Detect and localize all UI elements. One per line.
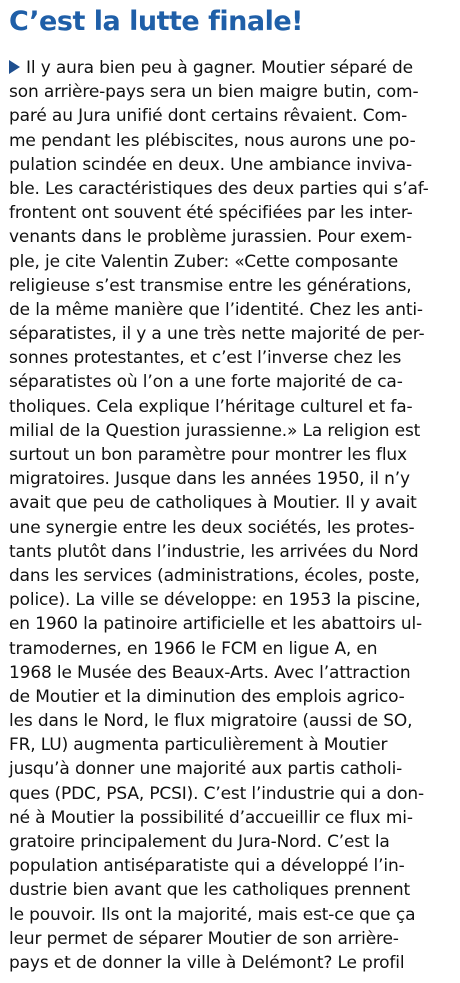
body-line: milial de la Question jurassienne.» La religion est [9, 420, 421, 441]
body-line: séparatistes où l’on a une forte majorité de ca- [9, 372, 403, 393]
body-line: ble. Les caractéristiques des deux parties qui s’af- [9, 178, 429, 199]
body-line: le pouvoir. Ils ont la majorité, mais est-ce que ça [9, 904, 416, 925]
body-line: dans les services (administrations, écoles, poste, [9, 565, 420, 586]
body-line: me pendant les plébiscites, nous aurons une po- [9, 130, 416, 151]
body-line: leur permet de séparer Moutier de son arrière- [9, 928, 399, 949]
body-line: frontent ont souvent été spécifiées par les inter- [9, 203, 413, 224]
body-line: 1968 le Musée des Beaux-Arts. Avec l’attraction [9, 662, 411, 683]
headline: C’est la lutte finale! [9, 6, 303, 37]
body-line: né à Moutier la possibilité d’accueillir ce flux mi- [9, 807, 413, 828]
body-line: ques (PDC, PSA, PCSI). C’est l’industrie qui a don- [9, 783, 425, 804]
body-line: pays et de donner la ville à Delémont? Le profil [9, 952, 405, 973]
body-line: son arrière-pays sera un bien maigre butin, com- [9, 82, 419, 103]
body-line: paré au Jura unifié dont certains rêvaient. Com- [9, 106, 408, 127]
body-line: les dans le Nord, le flux migratoire (aussi de SO, [9, 711, 413, 732]
body-line: tholiques. Cela explique l’héritage culturel et fa- [9, 396, 413, 417]
body-line-text: Il y aura bien peu à gagner. Moutier séparé de [26, 58, 413, 78]
body-line [9, 56, 457, 80]
body-line: gratoire principalement du Jura-Nord. C’est la [9, 832, 390, 852]
body-line: séparatistes, il y a une très nette majorité de per- [9, 324, 425, 345]
body-line: venants dans le problème jurassien. Pour exem- [9, 227, 412, 248]
body-line: religieuse s’est transmise entre les générations, [9, 275, 412, 296]
body-line: police). La ville se développe: en 1953 la piscine, [9, 590, 421, 611]
body-line: sonnes protestantes, et c’est l’inverse chez les [9, 348, 402, 369]
article-body [9, 56, 457, 975]
body-line: surtout un bon paramètre pour montrer les flux [9, 445, 407, 465]
body-line: migratoires. Jusque dans les années 1950, il n’y [9, 469, 410, 490]
body-line: pulation scindée en deux. Une ambiance inviva- [9, 154, 412, 175]
body-line: tants plutôt dans l’industrie, les arrivées du Nord [9, 541, 419, 562]
body-line: ple, je cite Valentin Zuber: «Cette composante [9, 251, 399, 272]
body-line: tramodernes, en 1966 le FCM en ligue A, en [9, 638, 378, 659]
body-line: de Moutier et la diminution des emplois agrico- [9, 686, 405, 707]
body-line: en 1960 la patinoire artificielle et les abattoirs ul- [9, 614, 422, 635]
body-line: population antiséparatiste qui a développé l’in- [9, 856, 405, 877]
body-line: jusqu’à donner une majorité aux partis catholi- [9, 759, 403, 780]
body-line: une synergie entre les deux sociétés, les protes- [9, 517, 415, 538]
body-line: FR, LU) augmenta particulièrement à Moutier [9, 735, 388, 756]
paragraph-marker-icon [9, 60, 20, 74]
body-line: dustrie bien avant que les catholiques prennent [9, 880, 411, 901]
body-line: de la même manière que l’identité. Chez les anti- [9, 299, 423, 320]
body-line: avait que peu de catholiques à Moutier. Il y avait [9, 493, 417, 514]
